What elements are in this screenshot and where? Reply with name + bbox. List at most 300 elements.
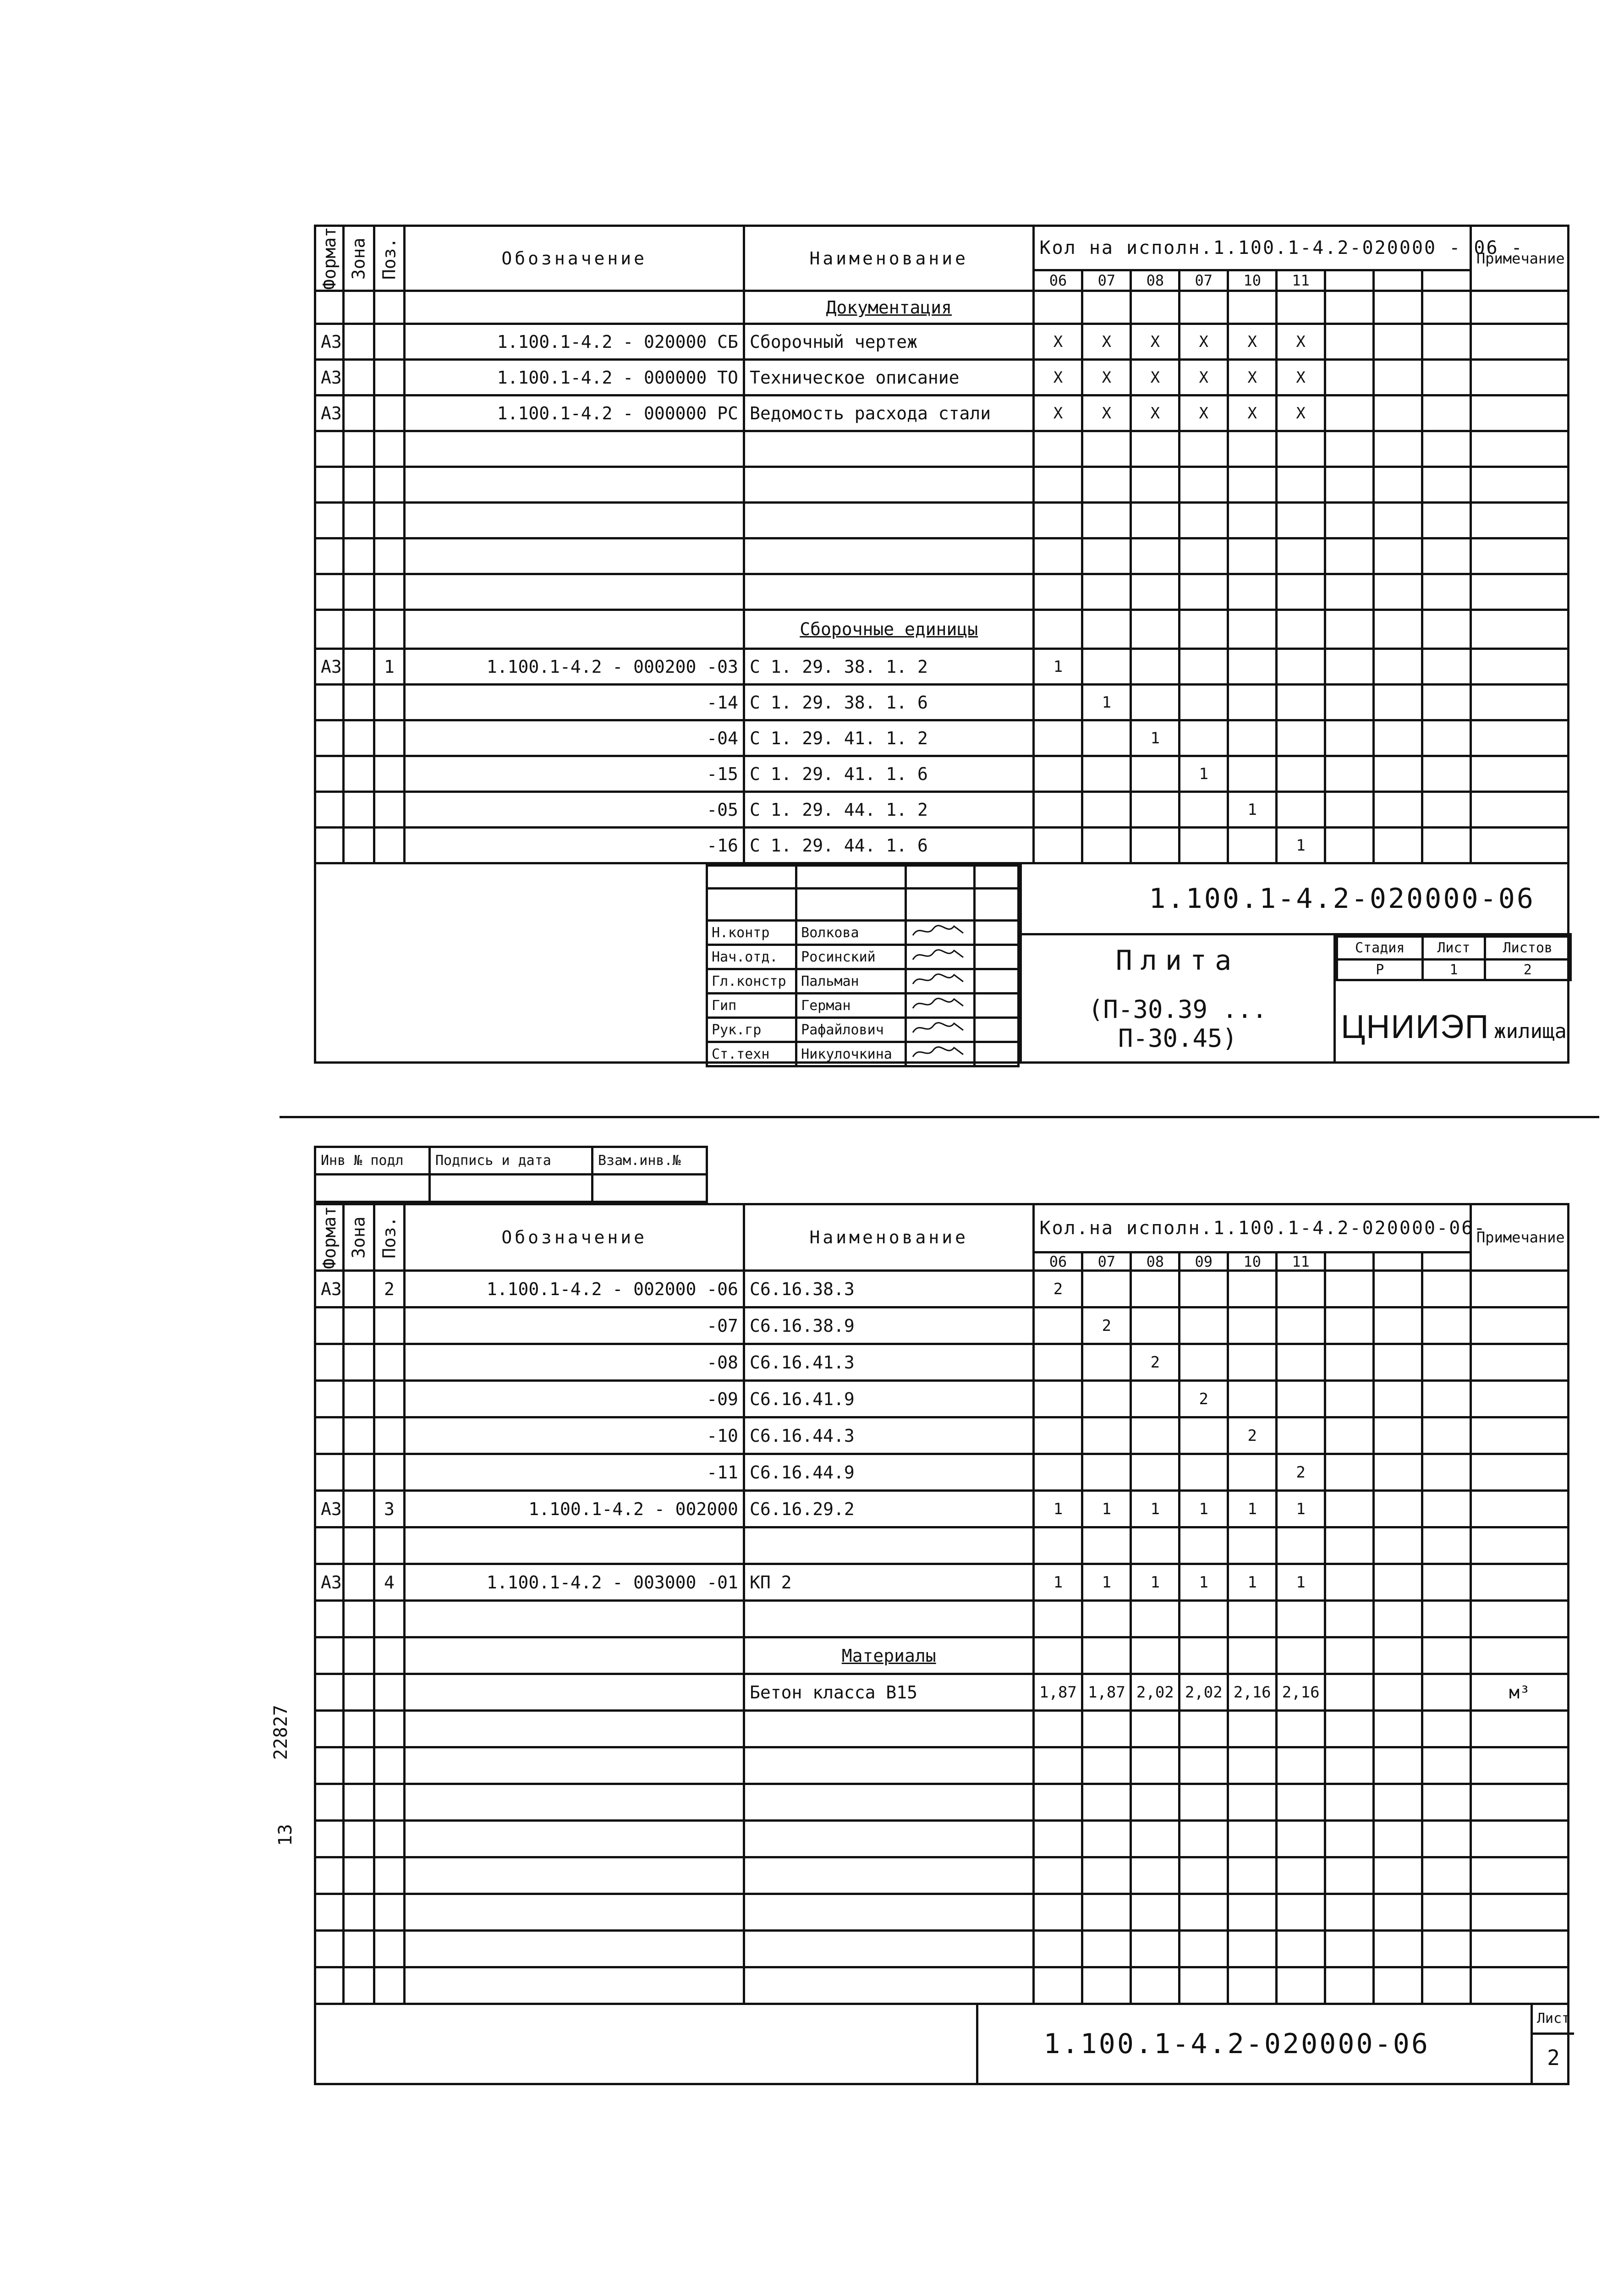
empty-cell bbox=[1325, 1857, 1374, 1894]
row-qty: 2 bbox=[1082, 1307, 1131, 1344]
empty-cell bbox=[1471, 574, 1569, 610]
empty-cell bbox=[1422, 574, 1470, 610]
row-qty bbox=[1131, 1417, 1180, 1454]
date-cell bbox=[975, 994, 1019, 1018]
table-row bbox=[315, 1417, 1569, 1454]
row-format bbox=[315, 792, 344, 828]
empty-cell bbox=[1471, 503, 1569, 538]
table-row-empty bbox=[315, 1931, 1569, 1967]
row-qty bbox=[1228, 720, 1277, 756]
row-designation: 1.100.1-4.2 - 002000 bbox=[405, 1491, 744, 1527]
empty-cell bbox=[1082, 574, 1131, 610]
date-cell bbox=[975, 921, 1019, 945]
row-format: А3 bbox=[315, 1564, 344, 1601]
note-header: Примечание bbox=[1471, 226, 1569, 291]
row-zone bbox=[343, 720, 374, 756]
person-name: Герман bbox=[796, 994, 906, 1018]
empty-cell bbox=[1228, 1821, 1277, 1857]
row-format bbox=[315, 685, 344, 720]
empty-cell bbox=[1325, 1967, 1374, 2004]
row-qty: X bbox=[1082, 360, 1131, 395]
empty-cell bbox=[343, 467, 374, 503]
empty-cell bbox=[315, 1784, 344, 1821]
variant-header: 06 bbox=[1034, 270, 1082, 291]
row-note bbox=[1471, 792, 1569, 828]
row-qty bbox=[1277, 756, 1325, 792]
empty-cell bbox=[1374, 1711, 1422, 1747]
row-qty-empty bbox=[1325, 1491, 1374, 1527]
empty-cell bbox=[1422, 467, 1470, 503]
empty-cell bbox=[343, 538, 374, 574]
row-zone bbox=[343, 1271, 374, 1307]
row-name: С6.16.44.9 bbox=[744, 1454, 1034, 1491]
empty-cell bbox=[1131, 1857, 1180, 1894]
row-qty bbox=[1277, 1601, 1325, 1637]
empty-cell bbox=[1180, 1821, 1228, 1857]
row-qty bbox=[1277, 1381, 1325, 1417]
table-row bbox=[315, 1564, 1569, 1601]
row-qty-empty bbox=[1374, 792, 1422, 828]
row-qty bbox=[1180, 792, 1228, 828]
empty-cell bbox=[1228, 574, 1277, 610]
row-qty bbox=[1228, 1527, 1277, 1564]
row-zone bbox=[343, 685, 374, 720]
empty-cell bbox=[315, 1821, 344, 1857]
row-qty bbox=[1082, 1527, 1131, 1564]
table-row-empty bbox=[315, 538, 1569, 574]
qty-header: Кол на исполн.1.100.1-4.2-020000 - 06 - bbox=[1034, 226, 1471, 270]
row-note bbox=[1471, 1307, 1569, 1344]
empty-cell bbox=[1228, 431, 1277, 467]
row-name: С 1. 29. 41. 1. 2 bbox=[744, 720, 1034, 756]
empty-cell bbox=[343, 1894, 374, 1931]
empty-cell bbox=[1180, 431, 1228, 467]
empty-cell bbox=[1277, 610, 1325, 649]
spec-table-1 bbox=[314, 225, 1569, 864]
row-qty bbox=[1277, 1271, 1325, 1307]
row-zone bbox=[343, 1381, 374, 1417]
sheets-value: 2 bbox=[1485, 960, 1570, 980]
empty-cell bbox=[1228, 1857, 1277, 1894]
empty-cell bbox=[1082, 431, 1131, 467]
empty-cell bbox=[343, 1931, 374, 1967]
row-note: м³ bbox=[1471, 1674, 1569, 1711]
empty-cell bbox=[1131, 1747, 1180, 1784]
row-qty: 2 bbox=[1034, 1271, 1082, 1307]
row-qty-empty bbox=[1325, 1601, 1374, 1637]
row-note bbox=[1471, 395, 1569, 431]
empty-cell bbox=[1325, 538, 1374, 574]
row-zone bbox=[343, 1307, 374, 1344]
empty-cell bbox=[1180, 1894, 1228, 1931]
empty-cell bbox=[315, 467, 344, 503]
row-format bbox=[315, 1417, 344, 1454]
table-row bbox=[315, 1491, 1569, 1527]
person-name: Росинский bbox=[796, 945, 906, 969]
sheets-label: Листов bbox=[1485, 937, 1570, 960]
qty-header-2: Кол.на исполн.1.100.1-4.2-020000-06- bbox=[1034, 1204, 1471, 1252]
org-name-2: жилища bbox=[1493, 1020, 1567, 1044]
row-qty bbox=[1131, 1527, 1180, 1564]
section-units: Сборочные единицы bbox=[744, 610, 1034, 649]
empty-cell bbox=[1374, 538, 1422, 574]
row-qty-empty bbox=[1422, 1674, 1470, 1711]
empty-cell bbox=[343, 1784, 374, 1821]
empty-cell bbox=[405, 467, 744, 503]
title-person-row bbox=[707, 945, 1019, 969]
row-zone bbox=[343, 828, 374, 863]
row-qty bbox=[1228, 649, 1277, 685]
row-qty-empty bbox=[1422, 1601, 1470, 1637]
empty-cell bbox=[1277, 431, 1325, 467]
table-row-empty bbox=[315, 1784, 1569, 1821]
row-qty: X bbox=[1277, 324, 1325, 360]
row-qty bbox=[1277, 1307, 1325, 1344]
empty-cell bbox=[1131, 574, 1180, 610]
row-pos: 2 bbox=[374, 1271, 405, 1307]
empty-cell bbox=[315, 1857, 344, 1894]
row-qty bbox=[1228, 1454, 1277, 1491]
row-pos bbox=[374, 720, 405, 756]
table-row bbox=[315, 720, 1569, 756]
row-designation: -15 bbox=[405, 756, 744, 792]
row-qty-empty bbox=[1325, 1344, 1374, 1381]
table-row bbox=[315, 1344, 1569, 1381]
row-qty bbox=[1180, 685, 1228, 720]
row-qty-empty bbox=[1422, 828, 1470, 863]
empty-cell bbox=[405, 1784, 744, 1821]
row-qty bbox=[1034, 1307, 1082, 1344]
row-qty bbox=[1228, 1637, 1277, 1674]
row-qty: 1 bbox=[1228, 1564, 1277, 1601]
row-note bbox=[1471, 1491, 1569, 1527]
row-qty bbox=[1131, 1381, 1180, 1417]
row-qty: X bbox=[1180, 395, 1228, 431]
empty-cell bbox=[1471, 610, 1569, 649]
row-note bbox=[1471, 1601, 1569, 1637]
row-qty bbox=[1228, 1271, 1277, 1307]
empty-cell bbox=[405, 1821, 744, 1857]
empty-cell bbox=[1180, 1967, 1228, 2004]
row-qty bbox=[1131, 1271, 1180, 1307]
empty-cell bbox=[1180, 610, 1228, 649]
row-qty bbox=[1131, 756, 1180, 792]
variant-header: 06 bbox=[1034, 1252, 1082, 1271]
row-pos bbox=[374, 1344, 405, 1381]
row-qty: 2,16 bbox=[1277, 1674, 1325, 1711]
title-block-code: 1.100.1-4.2-020000-06 bbox=[1022, 864, 1572, 935]
row-qty-empty bbox=[1374, 1564, 1422, 1601]
row-designation: -09 bbox=[405, 1381, 744, 1417]
row-qty-empty bbox=[1374, 1454, 1422, 1491]
row-qty-empty bbox=[1325, 649, 1374, 685]
signature bbox=[906, 969, 975, 994]
signature-scribble bbox=[911, 946, 966, 964]
table-row-empty bbox=[315, 574, 1569, 610]
empty-cell bbox=[1082, 1784, 1131, 1821]
table-row-empty bbox=[315, 1857, 1569, 1894]
empty-cell bbox=[744, 574, 1034, 610]
table-row-empty bbox=[315, 1967, 1569, 2004]
row-designation: 1.100.1-4.2 - 000200 -03 bbox=[405, 649, 744, 685]
row-zone bbox=[343, 756, 374, 792]
empty-cell bbox=[1082, 1894, 1131, 1931]
empty-cell bbox=[343, 503, 374, 538]
empty-cell bbox=[374, 1894, 405, 1931]
row-qty: 1,87 bbox=[1034, 1674, 1082, 1711]
row-qty-empty bbox=[1422, 1417, 1470, 1454]
table-row bbox=[315, 1307, 1569, 1344]
row-qty: 2,02 bbox=[1131, 1674, 1180, 1711]
row-designation: 1.100.1-4.2 - 020000 СБ bbox=[405, 324, 744, 360]
variant-header-empty bbox=[1422, 270, 1470, 291]
row-qty bbox=[1180, 720, 1228, 756]
empty-cell bbox=[405, 1747, 744, 1784]
table-row bbox=[315, 792, 1569, 828]
row-format bbox=[315, 756, 344, 792]
empty-cell bbox=[1422, 1747, 1470, 1784]
row-qty bbox=[1180, 828, 1228, 863]
empty-cell bbox=[1034, 1894, 1082, 1931]
variant-header: 11 bbox=[1277, 270, 1325, 291]
row-name: Сборочный чертеж bbox=[744, 324, 1034, 360]
table-row bbox=[315, 685, 1569, 720]
empty-cell bbox=[405, 1711, 744, 1747]
row-qty: X bbox=[1034, 360, 1082, 395]
signature-scribble bbox=[911, 970, 966, 989]
row-designation: -07 bbox=[405, 1307, 744, 1344]
empty-cell bbox=[1082, 503, 1131, 538]
zone-header-2: Зона bbox=[343, 1204, 374, 1271]
row-qty: 1 bbox=[1131, 720, 1180, 756]
row-qty: X bbox=[1131, 360, 1180, 395]
empty-cell bbox=[1277, 1967, 1325, 2004]
variant-header: 07 bbox=[1180, 270, 1228, 291]
table-row-empty bbox=[315, 467, 1569, 503]
row-qty-empty bbox=[1325, 720, 1374, 756]
variant-header: 09 bbox=[1180, 1252, 1228, 1271]
title-person-row bbox=[707, 1018, 1019, 1042]
empty-cell bbox=[1277, 1857, 1325, 1894]
row-qty bbox=[1277, 1417, 1325, 1454]
table-row bbox=[315, 360, 1569, 395]
designation-header: Обозначение bbox=[405, 226, 744, 291]
signature bbox=[906, 1042, 975, 1066]
row-format bbox=[315, 1601, 344, 1637]
empty-cell bbox=[744, 431, 1034, 467]
row-qty bbox=[1180, 1601, 1228, 1637]
empty-cell bbox=[1325, 1711, 1374, 1747]
empty-cell bbox=[1471, 1711, 1569, 1747]
empty-cell bbox=[374, 467, 405, 503]
row-qty: 2 bbox=[1180, 1381, 1228, 1417]
row-qty-empty bbox=[1374, 360, 1422, 395]
row-qty: 1 bbox=[1228, 1491, 1277, 1527]
empty-cell bbox=[1180, 1747, 1228, 1784]
empty-cell bbox=[405, 1967, 744, 2004]
empty-cell bbox=[315, 1747, 344, 1784]
empty-cell bbox=[1471, 1894, 1569, 1931]
empty-cell bbox=[1131, 1967, 1180, 2004]
row-qty-empty bbox=[1374, 1527, 1422, 1564]
row-pos bbox=[374, 360, 405, 395]
section-docs: Документация bbox=[744, 291, 1034, 324]
row-note bbox=[1471, 1454, 1569, 1491]
empty-cell bbox=[1422, 503, 1470, 538]
empty-cell bbox=[315, 1711, 344, 1747]
empty-cell bbox=[374, 1821, 405, 1857]
empty-cell bbox=[405, 610, 744, 649]
empty-cell bbox=[1034, 1931, 1082, 1967]
row-format bbox=[315, 1381, 344, 1417]
empty-cell bbox=[1131, 467, 1180, 503]
row-qty-empty bbox=[1422, 1271, 1470, 1307]
row-name: С6.16.41.9 bbox=[744, 1381, 1034, 1417]
row-format: А3 bbox=[315, 1491, 344, 1527]
empty-cell bbox=[1180, 1711, 1228, 1747]
table-row-empty bbox=[315, 1821, 1569, 1857]
empty-cell bbox=[315, 503, 344, 538]
signature-scribble bbox=[911, 1019, 966, 1037]
variant-header-empty bbox=[1325, 270, 1374, 291]
empty-cell bbox=[1422, 1931, 1470, 1967]
table-row bbox=[315, 828, 1569, 863]
footer-code: 1.100.1-4.2-020000-06 bbox=[976, 2005, 1485, 2083]
empty-cell bbox=[1277, 1711, 1325, 1747]
table-row bbox=[315, 649, 1569, 685]
row-qty-empty bbox=[1374, 1674, 1422, 1711]
date-cell bbox=[975, 969, 1019, 994]
row-zone bbox=[343, 1417, 374, 1454]
row-designation: 1.100.1-4.2 - 002000 -06 bbox=[405, 1271, 744, 1307]
variant-header: 10 bbox=[1228, 270, 1277, 291]
empty-cell bbox=[1471, 467, 1569, 503]
empty-cell bbox=[315, 538, 344, 574]
row-qty-empty bbox=[1325, 792, 1374, 828]
stamp-sig: Подпись и дата bbox=[430, 1147, 593, 1175]
row-name: Бетон класса В15 bbox=[744, 1674, 1034, 1711]
empty-cell bbox=[1034, 1711, 1082, 1747]
zone-header: Зона bbox=[343, 226, 374, 291]
empty-cell bbox=[1180, 1857, 1228, 1894]
row-qty-empty bbox=[1422, 1307, 1470, 1344]
row-qty bbox=[1277, 720, 1325, 756]
empty-cell bbox=[1325, 431, 1374, 467]
empty-cell bbox=[1374, 503, 1422, 538]
row-qty bbox=[1277, 1527, 1325, 1564]
date-cell bbox=[975, 945, 1019, 969]
row-designation: -14 bbox=[405, 685, 744, 720]
row-qty: 1 bbox=[1034, 649, 1082, 685]
row-note bbox=[1471, 756, 1569, 792]
row-qty-empty bbox=[1325, 360, 1374, 395]
person-role: Рук.гр bbox=[707, 1018, 796, 1042]
row-zone bbox=[343, 1454, 374, 1491]
empty-cell bbox=[1082, 467, 1131, 503]
date-cell bbox=[975, 1042, 1019, 1066]
row-qty bbox=[1131, 1454, 1180, 1491]
row-qty-empty bbox=[1422, 792, 1470, 828]
signature bbox=[906, 994, 975, 1018]
row-qty bbox=[1082, 1417, 1131, 1454]
row-designation: 1.100.1-4.2 - 000000 ТО bbox=[405, 360, 744, 395]
stamp-inv: Инв № подл bbox=[315, 1147, 430, 1175]
row-qty bbox=[1228, 756, 1277, 792]
row-designation: -11 bbox=[405, 1454, 744, 1491]
row-format bbox=[315, 1454, 344, 1491]
empty-cell bbox=[405, 1931, 744, 1967]
row-qty bbox=[1228, 828, 1277, 863]
row-qty-empty bbox=[1422, 1564, 1470, 1601]
title-block-1 bbox=[314, 864, 1569, 1064]
row-pos bbox=[374, 1381, 405, 1417]
row-qty bbox=[1228, 685, 1277, 720]
empty-cell bbox=[1034, 1784, 1082, 1821]
table-row bbox=[315, 1381, 1569, 1417]
row-qty bbox=[1034, 720, 1082, 756]
pos-header: Поз. bbox=[374, 226, 405, 291]
row-zone bbox=[343, 324, 374, 360]
row-qty-empty bbox=[1374, 324, 1422, 360]
row-designation: -04 bbox=[405, 720, 744, 756]
row-format: А3 bbox=[315, 395, 344, 431]
empty-cell bbox=[1325, 467, 1374, 503]
row-qty bbox=[1180, 1454, 1228, 1491]
row-name bbox=[744, 1527, 1034, 1564]
title-person-row bbox=[707, 1042, 1019, 1066]
row-qty bbox=[1131, 1601, 1180, 1637]
signature-scribble bbox=[911, 994, 966, 1013]
row-qty bbox=[1034, 1454, 1082, 1491]
row-qty bbox=[1228, 1344, 1277, 1381]
approval-stamp bbox=[314, 1146, 708, 1203]
person-name: Пальман bbox=[796, 969, 906, 994]
row-qty-empty bbox=[1374, 1344, 1422, 1381]
row-qty-empty bbox=[1374, 828, 1422, 863]
row-qty bbox=[1180, 1527, 1228, 1564]
row-zone bbox=[343, 1564, 374, 1601]
empty-cell bbox=[315, 610, 344, 649]
variant-header-empty bbox=[1325, 1252, 1374, 1271]
empty-cell bbox=[1422, 431, 1470, 467]
empty-cell bbox=[744, 1931, 1034, 1967]
row-qty-empty bbox=[1325, 395, 1374, 431]
row-qty bbox=[1034, 1601, 1082, 1637]
empty-cell bbox=[1180, 574, 1228, 610]
signature bbox=[906, 1018, 975, 1042]
row-designation bbox=[405, 1637, 744, 1674]
row-qty bbox=[1228, 1381, 1277, 1417]
empty-cell bbox=[1034, 467, 1082, 503]
empty-cell bbox=[1422, 1711, 1470, 1747]
empty-cell bbox=[1131, 431, 1180, 467]
title-person-row bbox=[707, 921, 1019, 945]
empty-cell bbox=[1228, 1967, 1277, 2004]
empty-cell bbox=[744, 1894, 1034, 1931]
row-qty-empty bbox=[1422, 1637, 1470, 1674]
row-qty: 2,16 bbox=[1228, 1674, 1277, 1711]
stage-label: Стадия bbox=[1337, 937, 1423, 960]
pos-header-2: Поз. bbox=[374, 1204, 405, 1271]
row-format: А3 bbox=[315, 360, 344, 395]
person-role: Н.контр bbox=[707, 921, 796, 945]
variant-header-empty bbox=[1374, 1252, 1422, 1271]
empty-cell bbox=[374, 1784, 405, 1821]
row-format bbox=[315, 1527, 344, 1564]
row-qty: 1 bbox=[1228, 792, 1277, 828]
row-qty bbox=[1180, 1417, 1228, 1454]
sheet-value: 1 bbox=[1423, 960, 1485, 980]
